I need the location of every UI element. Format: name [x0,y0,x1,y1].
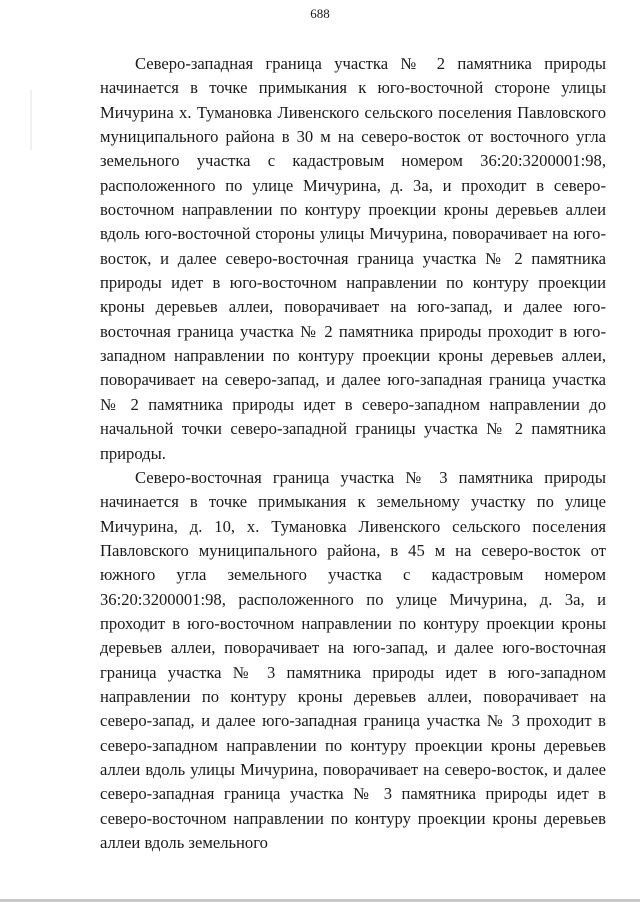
paragraph-boundary-section-3: Северо-восточная граница участка № 3 памятника природы начинается в точке примыкания к земельному участку по улице Мичурина, д. 10, х. Тумановка Ливенского сельского поселения Павловского муниципального района, в 45 м на северо-восток от южного угла земельного участка с кадастровым номером 36:20:3200001:98, расположенного по улице Мичурина, д. 3а, и проходит в юго-восточном направлении по контуру проекции кроны деревьев аллеи, поворачивает на юго-запад, и далее юго-восточная граница участка № 3 памятника природы идет в юго-западном направлении по контуру кроны деревьев аллеи, поворачивает на северо-запад, и далее юго-западная граница участка № 3 проходит в северо-западном направлении по контуру проекции кроны деревьев аллеи вдоль улицы Мичурина, поворачивает на северо-восток, и далее северо-западная граница участка № 3 памятника природы идет в северо-восточном направлении по контуру проекции кроны деревьев аллеи вдоль земельного [100,467,606,852]
scan-artifact [30,90,32,150]
page-number: 688 [310,6,330,21]
document-body [100,52,606,855]
paragraph-boundary-section-2: Северо-западная граница участка № 2 памятника природы начинается в точке примыкания к юго-восточной стороне улицы Мичурина х. Тумановка Ливенского сельского поселения Павловского муниципального района в 30 м на северо-восток от восточного угла земельного участка с кадастровым номером 36:20:3200001:98, расположенного по улице Мичурина, д. 3а, и проходит в северо-восточном направлении по контуру проекции кроны деревьев аллеи вдоль юго-восточной стороны улицы Мичурина, поворачивает на юго-восток, и далее северо-восточная граница участка № 2 памятника природы идет в юго-восточном направлении по контуру проекции кроны деревьев аллеи, поворачивает на юго-запад, и далее юго-восточная граница участка № 2 памятника природы проходит в юго-западном направлении по контуру проекции кроны деревьев аллеи, поворачивает на северо-запад, и далее юго-западная граница участка № 2 памятника природы идет в северо-западном направлении до начальной точки северо-западной границы участка № 2 памятника природы. [100,54,606,463]
